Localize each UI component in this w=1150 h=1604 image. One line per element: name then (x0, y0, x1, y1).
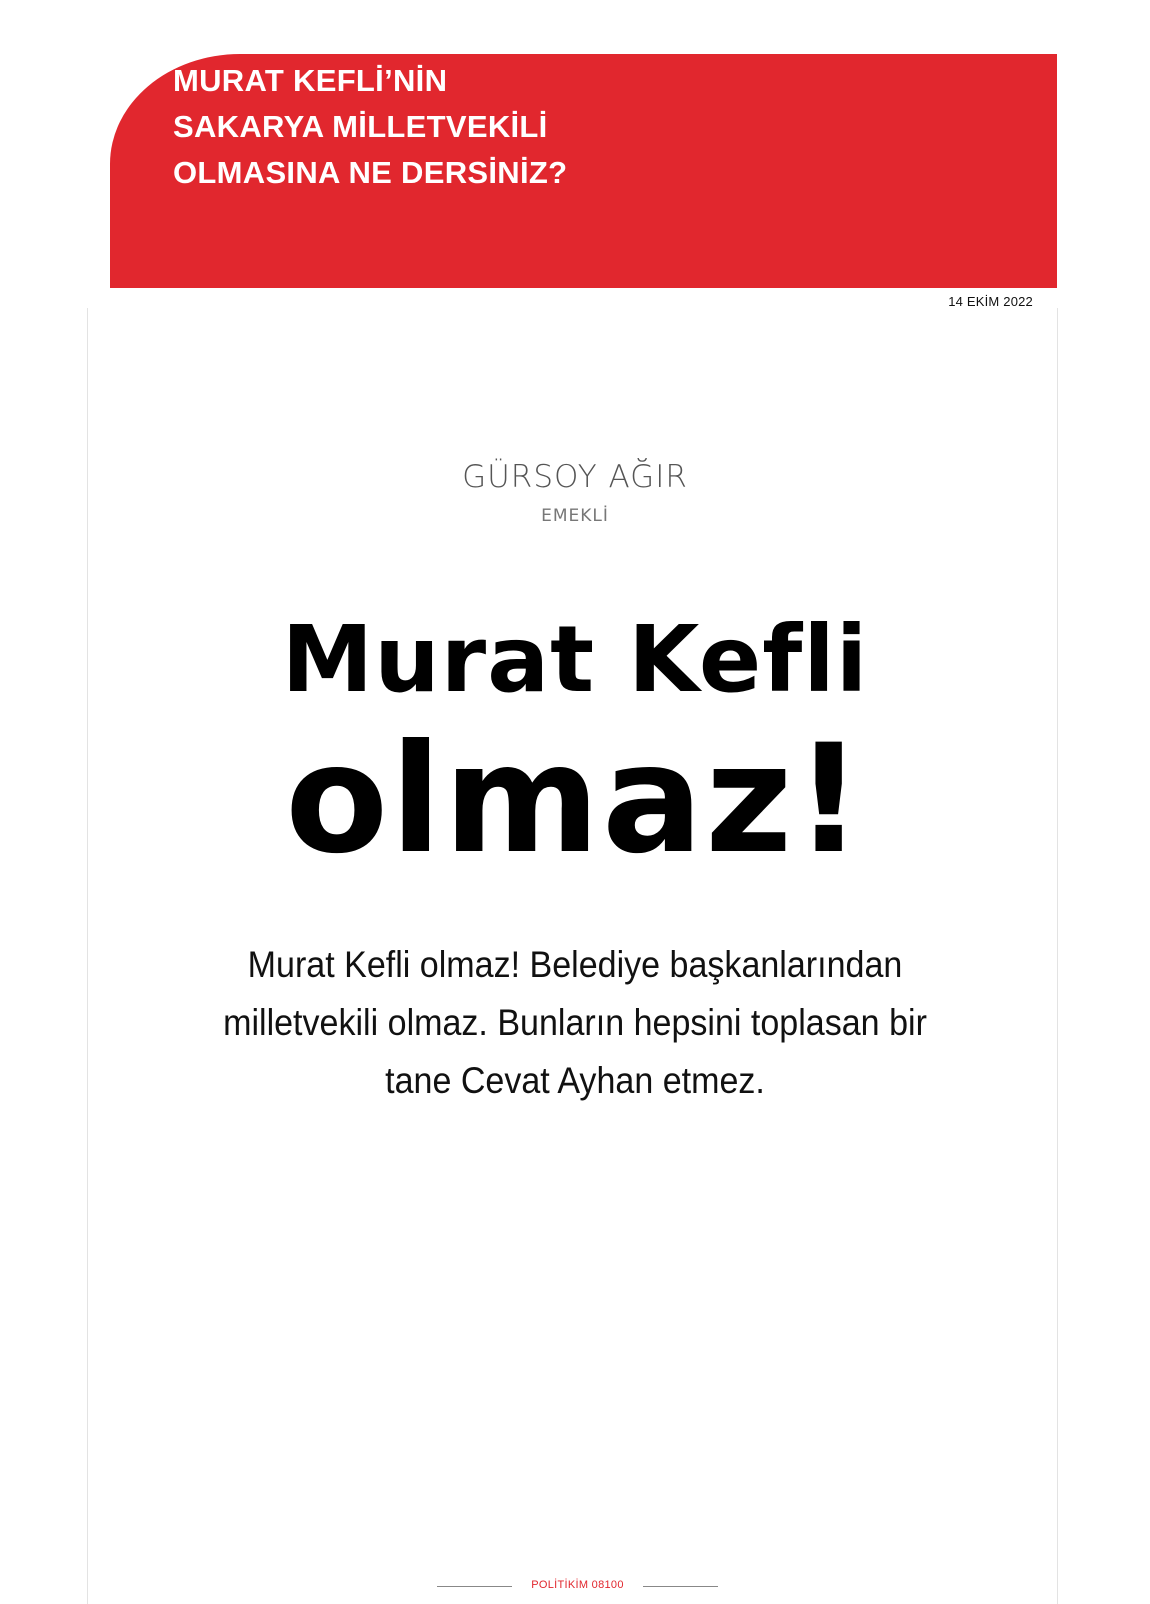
footer-label: POLİTİKİM 08100 (531, 1579, 624, 1591)
author-role: EMEKLİ (541, 506, 609, 526)
headline (0, 600, 1150, 887)
body-text: Murat Kefli olmaz! Belediye başkanlarından milletvekili olmaz. Bunların hepsini toplasan bir tane Cevat Ayhan etmez. (223, 944, 927, 1101)
survey-question-title (173, 58, 567, 196)
title-line-1: MURAT KEFLİ’NİN (173, 63, 448, 98)
frame-border-left (87, 308, 88, 1604)
footer-divider-left (437, 1586, 512, 1587)
publish-date: 14 EKİM 2022 (948, 294, 1033, 309)
title-line-3: OLMASINA NE DERSİNİZ? (173, 155, 568, 190)
headline-line-2: olmaz! (285, 713, 865, 887)
title-line-2: SAKARYA MİLLETVEKİLİ (173, 109, 548, 144)
footer-divider-right (643, 1586, 718, 1587)
author-name: GÜRSOY AĞIR (462, 459, 688, 495)
headline-line-1: Murat Kefli (281, 606, 869, 713)
frame-border-right (1057, 308, 1058, 1604)
